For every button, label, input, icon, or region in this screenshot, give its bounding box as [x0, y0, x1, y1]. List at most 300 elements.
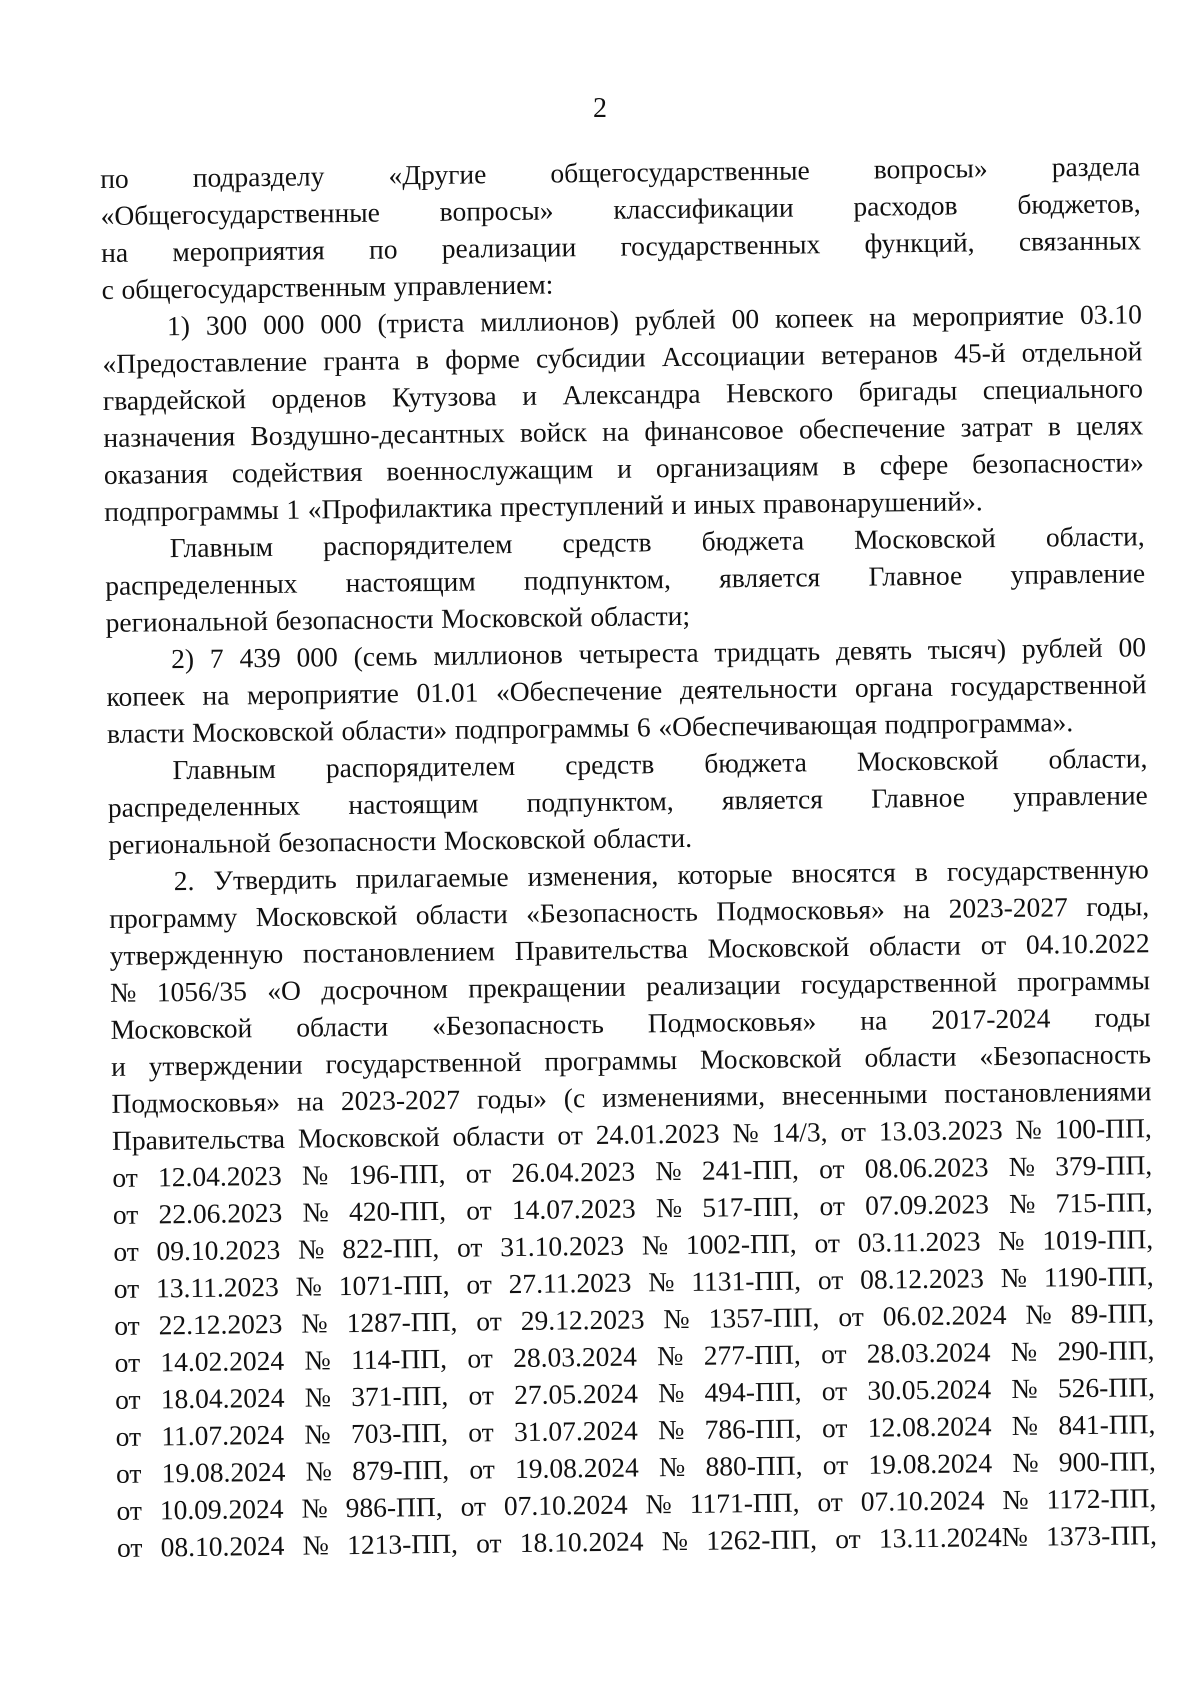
- word: от: [113, 1235, 139, 1267]
- word: 1056/35: [156, 975, 248, 1008]
- word: от: [114, 1309, 140, 1341]
- word: на: [296, 1085, 325, 1117]
- word: Московской: [297, 1120, 440, 1154]
- word: 703-ПП,: [350, 1416, 449, 1450]
- word: 241-ПП,: [701, 1153, 800, 1186]
- word: по: [368, 233, 398, 265]
- word: копеек: [774, 301, 854, 334]
- word: №: [641, 1229, 669, 1261]
- word: от: [476, 1305, 502, 1337]
- word: сфере: [879, 448, 949, 481]
- word: годы: [1094, 1001, 1151, 1033]
- word: 27.11.2023: [508, 1266, 632, 1300]
- word: №: [998, 1224, 1025, 1257]
- word: 12.04.2023: [157, 1159, 282, 1193]
- word: вопросы»: [873, 152, 988, 185]
- word: 13.11.2023: [155, 1270, 279, 1304]
- word: Главным: [172, 752, 276, 786]
- word: гвардейской: [102, 383, 247, 416]
- word: по: [100, 162, 129, 194]
- word: 114-ПП,: [350, 1342, 448, 1376]
- word: 2023-2027: [340, 1083, 461, 1117]
- word: 89-ПП,: [1070, 1297, 1155, 1330]
- word: 07.10.2024: [860, 1484, 985, 1517]
- word: Московской: [707, 930, 850, 964]
- word: 45-й: [953, 336, 1006, 369]
- word: 880-ПП,: [705, 1449, 803, 1482]
- word: от: [114, 1383, 141, 1415]
- word: 786-ПП,: [704, 1412, 802, 1445]
- document-body: [100, 147, 1157, 1566]
- word: 10.09.2024: [159, 1492, 284, 1526]
- word: 28.03.2024: [512, 1340, 638, 1374]
- word: безопасности: [278, 824, 437, 858]
- word: управление: [1010, 557, 1146, 590]
- word: от: [460, 1490, 487, 1522]
- word: прилагаемые: [355, 861, 509, 894]
- word: Московской: [255, 899, 398, 933]
- word: государственной: [800, 966, 998, 1000]
- word: 379-ПП,: [1054, 1149, 1153, 1182]
- word: 000: [320, 307, 362, 340]
- word: 000: [296, 641, 338, 673]
- word: Московской: [440, 601, 583, 634]
- word: преступлений: [499, 489, 664, 523]
- word: области»: [341, 713, 448, 747]
- word: 879-ПП,: [351, 1453, 450, 1487]
- word: государственных: [620, 228, 821, 262]
- word: от: [475, 1527, 502, 1559]
- word: 7: [209, 642, 224, 674]
- word: 371-ПП,: [351, 1379, 449, 1413]
- word: на: [202, 679, 230, 711]
- word: на: [903, 892, 931, 925]
- word: от: [821, 1374, 848, 1407]
- word: «О: [267, 974, 302, 1007]
- word: №: [648, 1266, 675, 1298]
- word: настоящим: [345, 565, 476, 599]
- word: отдельной: [1021, 335, 1143, 368]
- word: от: [115, 1457, 142, 1489]
- word: 07.10.2024: [503, 1488, 628, 1522]
- word: правонарушений».: [762, 485, 983, 519]
- word: миллионов: [433, 638, 563, 671]
- word: от: [466, 1268, 492, 1300]
- word: «Безопасность: [979, 1038, 1152, 1072]
- word: области,: [1045, 520, 1145, 553]
- word: подпрограммы: [104, 493, 279, 527]
- word: от: [819, 1189, 846, 1222]
- word: 2): [170, 642, 195, 675]
- word: управление: [1012, 779, 1148, 812]
- word: подразделу: [192, 160, 325, 193]
- word: №: [732, 1117, 759, 1149]
- word: программы: [544, 1044, 678, 1077]
- word: Правительства: [514, 932, 688, 966]
- word: общегосударственным: [121, 270, 387, 305]
- word: классификации: [613, 191, 794, 225]
- word: 07.09.2023: [864, 1188, 990, 1221]
- word: области: [868, 929, 962, 962]
- paragraph: [102, 295, 1145, 530]
- word: 494-ПП,: [704, 1375, 802, 1408]
- word: тридцать: [714, 635, 821, 668]
- word: прекращении: [468, 970, 626, 1004]
- word: на: [869, 301, 897, 333]
- word: ветеранов: [820, 337, 939, 371]
- word: от: [469, 1453, 495, 1485]
- word: распределенных: [107, 789, 301, 823]
- word: 1): [166, 309, 191, 342]
- word: органа: [854, 670, 934, 703]
- word: военнослужащим: [386, 452, 594, 487]
- word: 19.08.2024: [514, 1451, 639, 1485]
- word: 1131-ПП,: [691, 1264, 802, 1297]
- word: тысяч): [927, 632, 1007, 665]
- word: распорядителем: [325, 749, 516, 784]
- word: 30.05.2024: [867, 1373, 992, 1406]
- word: «Безопасность: [432, 1007, 604, 1042]
- word: реализации: [645, 968, 781, 1002]
- word: 100-ПП,: [1054, 1112, 1152, 1145]
- word: «Профилактика: [307, 491, 493, 525]
- word: №: [297, 1233, 325, 1265]
- word: 00: [1118, 631, 1147, 663]
- word: программы: [1017, 964, 1151, 997]
- paragraph: [107, 739, 1148, 863]
- word: (с: [563, 1082, 586, 1114]
- word: 841-ПП,: [1058, 1408, 1156, 1441]
- word: затрат: [960, 410, 1033, 443]
- word: мероприятия: [172, 234, 325, 268]
- word: функций,: [864, 226, 975, 259]
- word: государственную: [946, 853, 1149, 887]
- word: 290-ПП,: [1057, 1334, 1155, 1367]
- word: 04.10.2022: [1025, 927, 1150, 960]
- word: Московской: [856, 744, 999, 777]
- word: 03.10: [1079, 298, 1143, 331]
- word: «Безопасность: [525, 895, 698, 929]
- word: Правительства: [111, 1122, 286, 1156]
- word: №: [302, 1196, 329, 1228]
- word: от: [838, 1300, 864, 1333]
- word: 08.12.2023: [859, 1262, 985, 1295]
- word: от: [116, 1494, 143, 1526]
- word: 1: [286, 493, 301, 525]
- word: региональной: [105, 604, 269, 638]
- word: от: [114, 1346, 141, 1378]
- word: Московской: [191, 715, 334, 748]
- word: №: [1012, 1446, 1039, 1478]
- word: от: [821, 1411, 848, 1444]
- word: от: [468, 1416, 494, 1448]
- word: №: [302, 1529, 330, 1561]
- word: внесенными: [781, 1077, 928, 1111]
- page-number: 2: [593, 93, 607, 124]
- word: региональной: [108, 826, 271, 860]
- word: изменения,: [527, 859, 659, 892]
- word: 196-ПП,: [348, 1157, 446, 1191]
- word: от: [112, 1198, 139, 1230]
- word: №: [1011, 1372, 1038, 1404]
- word: обеспечение: [798, 411, 946, 445]
- word: 11.07.2024: [161, 1418, 285, 1452]
- word: оказания: [103, 457, 209, 490]
- word: «Предоставление: [102, 345, 308, 379]
- word: распределенных: [105, 567, 298, 601]
- word: от: [817, 1264, 844, 1296]
- word: 27.05.2024: [513, 1377, 639, 1411]
- word: области,: [1048, 742, 1148, 775]
- word: является: [718, 561, 821, 594]
- word: рублей: [634, 303, 716, 336]
- word: 1262-ПП,: [706, 1523, 818, 1556]
- word: бюджета: [704, 746, 808, 779]
- word: государственной: [950, 668, 1147, 702]
- word: специального: [982, 372, 1144, 406]
- word: мероприятие: [911, 299, 1065, 333]
- word: содействия: [231, 455, 363, 489]
- word: 08.06.2023: [864, 1151, 989, 1184]
- word: от: [112, 1161, 139, 1193]
- word: 420-ПП,: [348, 1194, 447, 1228]
- word: Московской: [699, 1042, 842, 1075]
- word: средств: [565, 748, 655, 781]
- word: на: [100, 236, 129, 268]
- word: орденов: [271, 381, 367, 414]
- word: бюджетов,: [1017, 187, 1141, 220]
- word: «Другие: [388, 158, 487, 191]
- word: №: [657, 1376, 685, 1409]
- word: 1190-ПП,: [1043, 1260, 1154, 1293]
- word: от: [116, 1531, 143, 1563]
- word: (триста: [377, 306, 465, 339]
- word: от: [822, 1448, 849, 1481]
- word: №: [657, 1413, 685, 1446]
- word: изменениями,: [601, 1079, 766, 1113]
- word: и: [110, 1050, 126, 1082]
- word: средств: [562, 526, 652, 559]
- word: №: [301, 1492, 328, 1524]
- word: бюджета: [701, 524, 805, 557]
- word: №: [304, 1381, 332, 1413]
- word: форме: [445, 342, 520, 375]
- word: 18.10.2024: [519, 1525, 644, 1558]
- word: 28.03.2024: [866, 1336, 991, 1369]
- word: 1002-ПП,: [685, 1227, 797, 1260]
- word: государственной: [325, 1045, 522, 1080]
- word: постановлениями: [944, 1075, 1152, 1109]
- word: 1172-ПП,: [1046, 1482, 1157, 1515]
- word: от: [835, 1522, 861, 1555]
- paragraph: [106, 628, 1147, 752]
- word: №: [1010, 1335, 1038, 1367]
- word: №: [661, 1524, 689, 1557]
- paragraph: [109, 850, 1158, 1566]
- word: Московской: [854, 522, 996, 555]
- word: финансовое: [644, 413, 784, 447]
- word: от: [818, 1152, 845, 1185]
- word: Невского: [725, 376, 834, 409]
- word: №: [1025, 1298, 1052, 1330]
- word: от: [557, 1119, 584, 1151]
- word: подпунктом,: [523, 563, 672, 596]
- word: №: [1008, 1187, 1036, 1219]
- word: №: [305, 1455, 333, 1487]
- word: 08.10.2024: [160, 1529, 285, 1563]
- word: в: [842, 449, 856, 481]
- word: 439: [239, 641, 281, 674]
- word: 1019-ПП,: [1042, 1223, 1154, 1256]
- word: Александра: [562, 377, 701, 411]
- word: 00: [731, 302, 760, 335]
- word: вопросы»: [439, 194, 554, 227]
- word: №: [656, 1339, 684, 1372]
- word: 31.07.2024: [513, 1414, 638, 1448]
- word: 715-ПП,: [1055, 1186, 1153, 1219]
- word: раздела: [1051, 150, 1141, 183]
- word: бригады: [858, 374, 958, 407]
- word: распорядителем: [322, 527, 513, 562]
- word: общегосударственные: [550, 154, 810, 189]
- word: Воздушно-десантных: [250, 417, 505, 452]
- word: Главное: [870, 781, 966, 814]
- word: 24.01.2023: [595, 1117, 720, 1151]
- word: области: [452, 1119, 545, 1152]
- word: (семь: [353, 640, 418, 672]
- word: назначения: [103, 420, 236, 453]
- word: подпунктом,: [526, 785, 674, 818]
- word: №: [663, 1302, 690, 1335]
- word: №: [295, 1270, 323, 1302]
- word: субсидии: [535, 341, 646, 374]
- word: девять: [835, 634, 913, 667]
- word: №: [645, 1488, 673, 1520]
- word: 14.07.2023: [511, 1192, 636, 1226]
- word: 09.10.2023: [156, 1233, 281, 1267]
- word: целях: [1076, 409, 1144, 442]
- word: 822-ПП,: [342, 1231, 440, 1265]
- word: Кутузова: [391, 380, 497, 413]
- word: реализации: [441, 231, 577, 264]
- word: 517-ПП,: [702, 1190, 800, 1223]
- word: №: [304, 1418, 331, 1450]
- word: от: [817, 1486, 843, 1518]
- word: в: [415, 343, 430, 376]
- word: 29.12.2023: [520, 1303, 645, 1336]
- word: от: [456, 1231, 483, 1263]
- word: связанных: [1018, 224, 1142, 257]
- word: 1171-ПП,: [689, 1486, 800, 1519]
- word: №: [655, 1191, 683, 1224]
- word: от: [466, 1194, 492, 1226]
- word: 26.04.2023: [511, 1155, 636, 1189]
- word: подпрограммы: [454, 711, 630, 745]
- word: 2.: [173, 864, 195, 897]
- word: №: [304, 1344, 331, 1376]
- word: «Обеспечение: [495, 674, 663, 708]
- word: 900-ПП,: [1058, 1445, 1157, 1478]
- word: от: [115, 1420, 142, 1452]
- word: миллионов): [480, 304, 620, 338]
- word: копеек: [106, 680, 185, 712]
- word: от: [467, 1342, 493, 1374]
- paragraph: [105, 517, 1146, 641]
- word: и: [522, 379, 538, 411]
- word: которые: [677, 857, 773, 890]
- word: от: [113, 1272, 140, 1304]
- word: области: [864, 1040, 957, 1073]
- word: Главным: [169, 530, 274, 564]
- word: власти: [106, 717, 185, 749]
- word: гранта: [323, 344, 400, 377]
- word: 22.06.2023: [158, 1196, 283, 1230]
- word: четыреста: [578, 636, 699, 670]
- word: деятельности: [679, 672, 838, 705]
- word: 277-ПП,: [703, 1338, 801, 1371]
- word: 1373-ПП,: [1045, 1519, 1158, 1552]
- word: 14.02.2024: [160, 1344, 285, 1378]
- word: 300: [205, 309, 248, 341]
- word: 01.01: [416, 676, 479, 709]
- word: является: [721, 783, 824, 816]
- word: от: [840, 1115, 867, 1148]
- word: 06.02.2024: [882, 1299, 1007, 1332]
- word: безопасности»: [971, 446, 1144, 480]
- paragraph: [100, 147, 1142, 308]
- word: №: [1008, 1150, 1036, 1182]
- word: 03.11.2023: [857, 1225, 981, 1258]
- word: и: [671, 488, 687, 521]
- word: 19.08.2024: [868, 1447, 993, 1480]
- word: №: [1015, 1113, 1042, 1145]
- word: 2017-2024: [931, 1002, 1051, 1035]
- word: 1357-ПП,: [708, 1301, 820, 1334]
- word: в: [914, 855, 929, 888]
- word: №: [658, 1450, 686, 1483]
- word: на: [860, 1004, 888, 1036]
- word: с: [101, 273, 114, 305]
- word: области: [415, 898, 508, 931]
- word: рублей: [1021, 631, 1103, 664]
- word: иных: [693, 488, 756, 520]
- word: в: [1047, 410, 1062, 442]
- word: 2023-2027: [948, 891, 1068, 924]
- word: и: [616, 452, 633, 484]
- word: 6: [636, 711, 651, 743]
- word: 18.04.2024: [160, 1381, 285, 1415]
- word: области.: [592, 821, 693, 855]
- word: от: [814, 1227, 841, 1259]
- word: 1213-ПП,: [346, 1527, 459, 1561]
- word: вносятся: [791, 856, 896, 889]
- word: мероприятие: [246, 677, 400, 711]
- word: от: [820, 1337, 847, 1370]
- word: №: [109, 976, 137, 1008]
- word: «Обеспечивающая: [658, 708, 878, 743]
- word: досрочном: [321, 972, 449, 1006]
- word: 986-ПП,: [345, 1490, 443, 1524]
- word: №: [301, 1307, 328, 1339]
- word: №: [655, 1154, 682, 1187]
- word: утвержденную: [109, 937, 284, 971]
- word: №: [1011, 1409, 1039, 1441]
- word: №: [301, 1159, 329, 1191]
- word: Главное: [868, 559, 963, 592]
- word: Московской: [443, 823, 586, 856]
- word: годы,: [1086, 890, 1150, 923]
- word: управлением:: [393, 268, 554, 302]
